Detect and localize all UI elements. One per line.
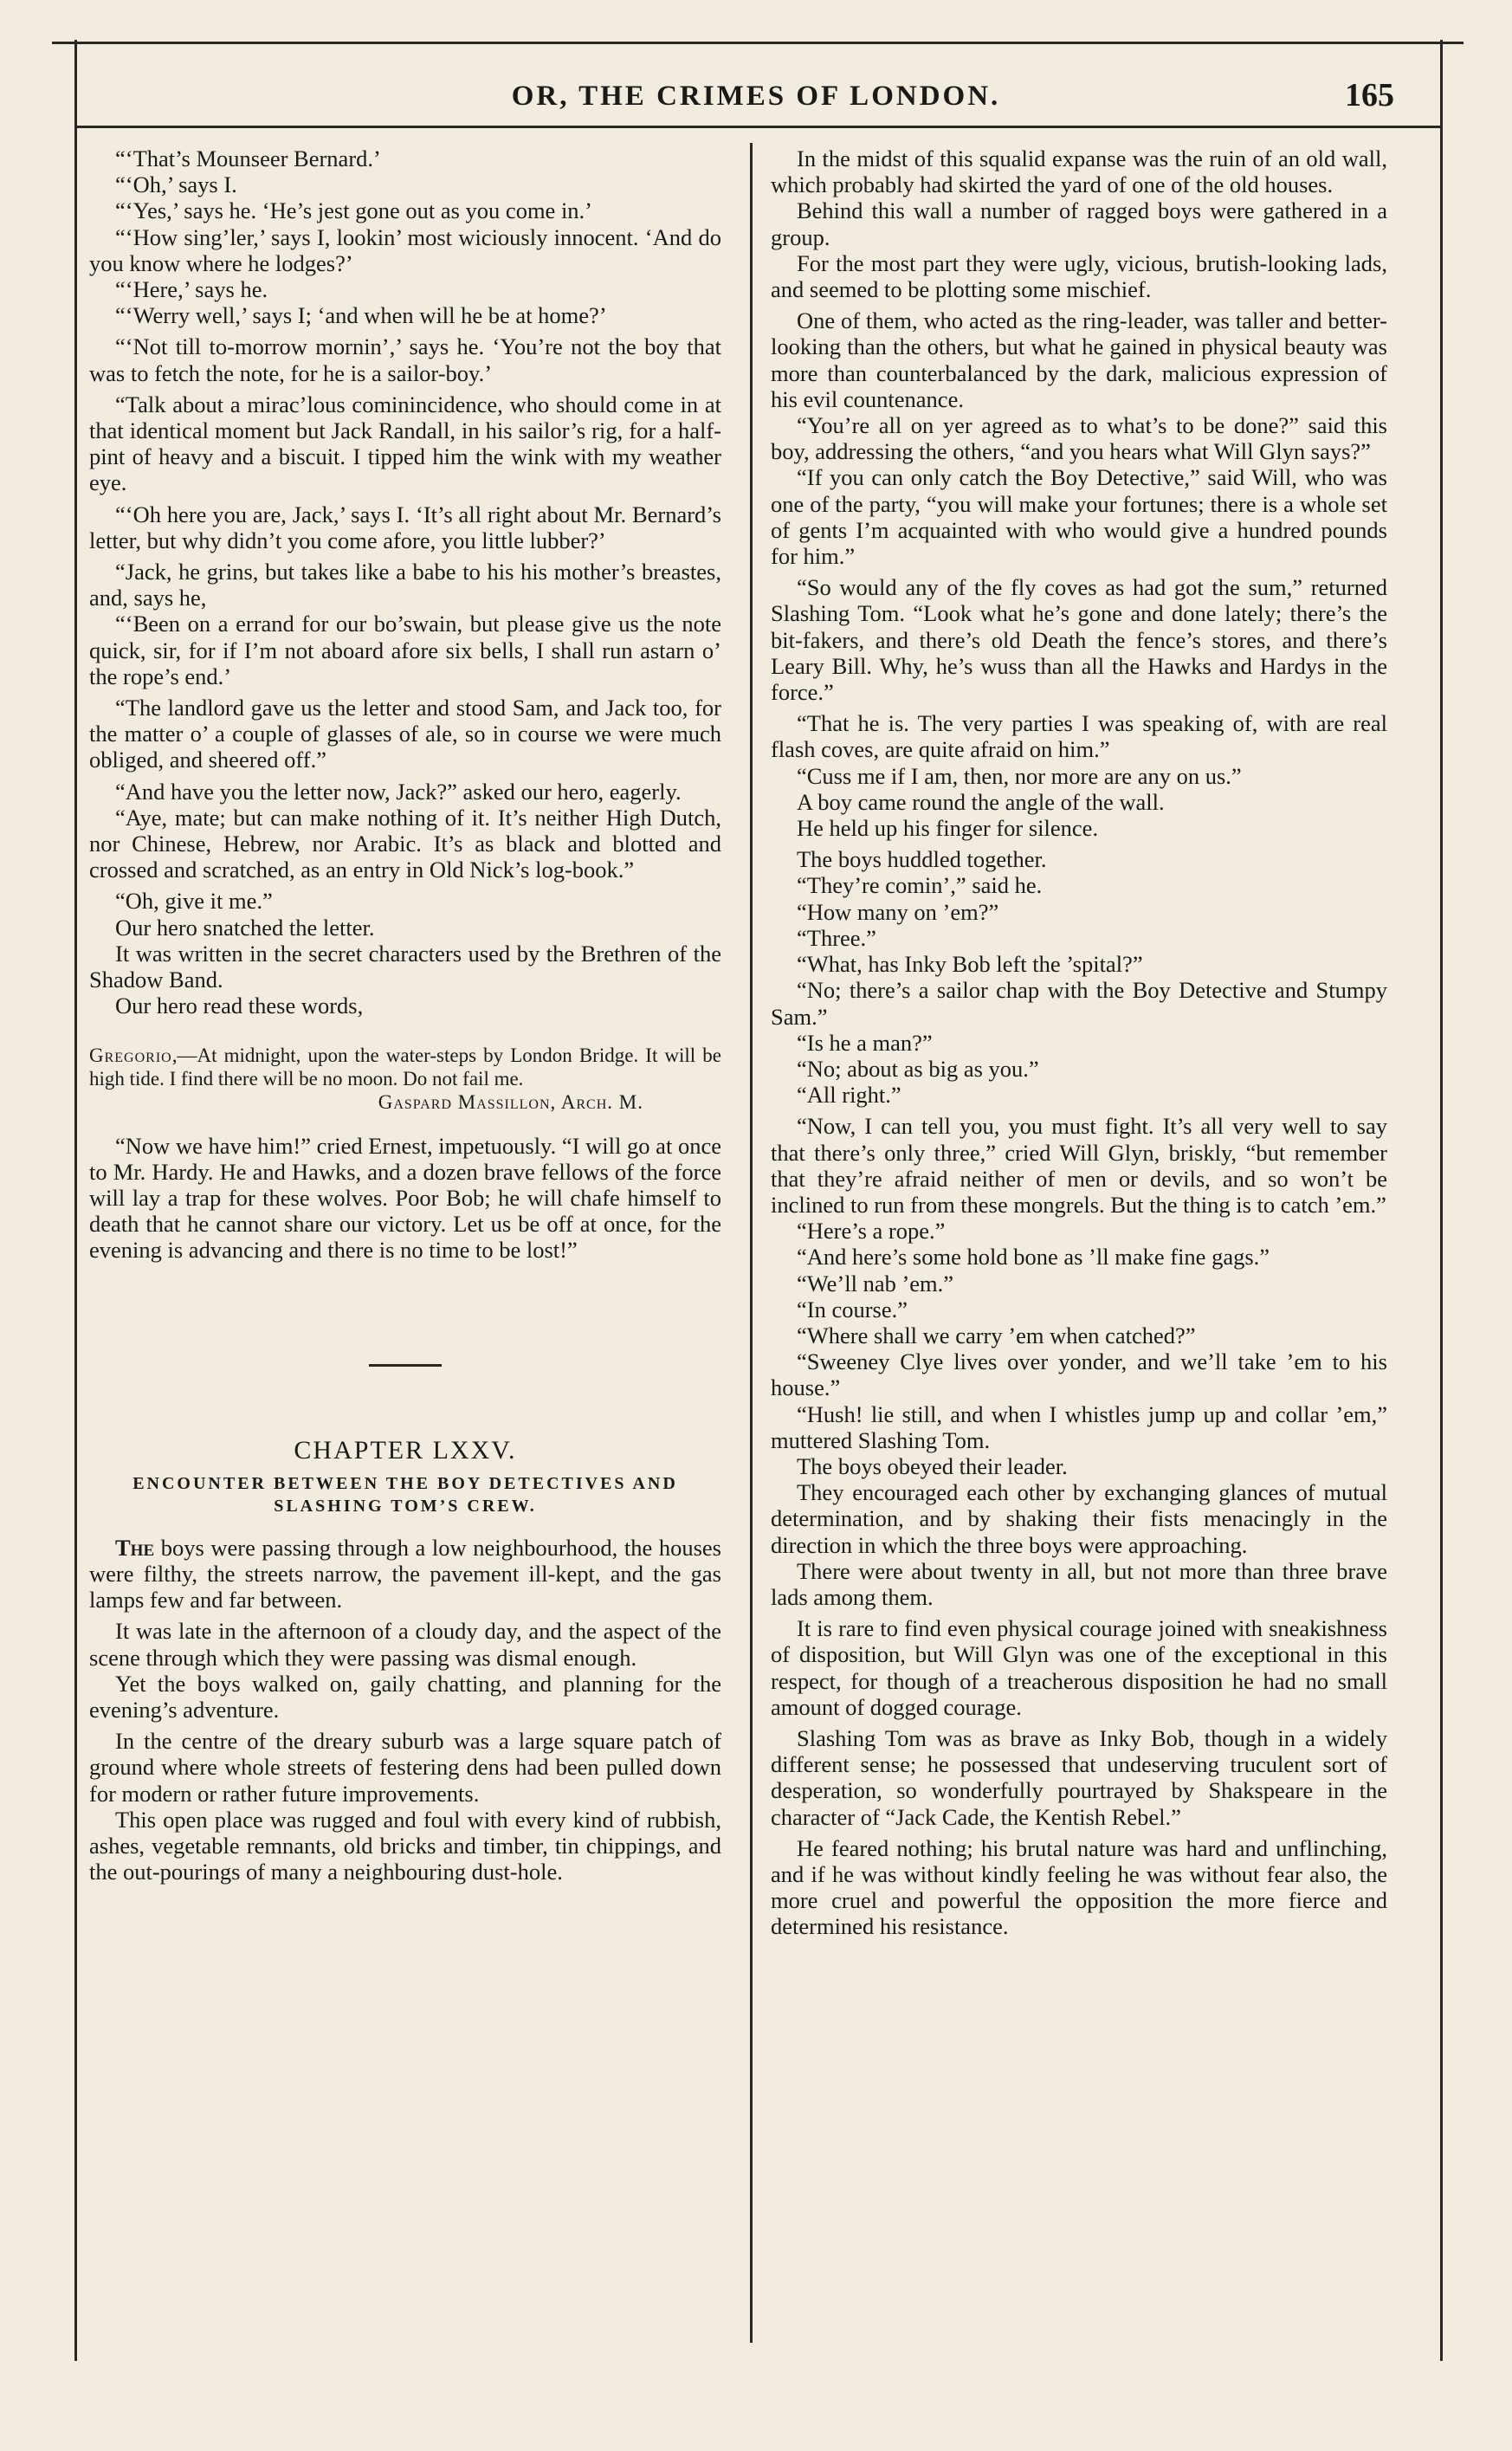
paragraph: “‘Not till to-morrow mornin’,’ says he. ‘You’re not the boy that was to fetch the note, for he is a sailor-boy.’ bbox=[89, 333, 721, 386]
paragraph: “You’re all on yer agreed as to what’s to be done?” said this boy, addressing the others, “and you hears what Will Glyn says?” bbox=[771, 412, 1387, 465]
paragraph: “No; about as big as you.” bbox=[797, 1055, 1039, 1082]
paragraph: “Talk about a mirac’lous cominincidence, who should come in at that identical moment but Jack Randall, in his sailor’s rig, for a half-pint of heavy and a biscuit. I tipped him the wink with my weather eye. bbox=[89, 391, 721, 496]
paragraph: “Here’s a rope.” bbox=[797, 1218, 946, 1245]
paragraph: “And have you the letter now, Jack?” asked our hero, eagerly. bbox=[115, 778, 682, 805]
paragraph: “‘That’s Mounseer Bernard.’ bbox=[115, 146, 381, 171]
paragraph: One of them, who acted as the ring-leader, was taller and better-looking than the others, but what he gained in physical beauty was more than counterbalanced by the dark, malicious expression of his evil countenance. bbox=[771, 307, 1387, 412]
left-column bbox=[89, 146, 721, 1885]
paragraph: “‘Yes,’ says he. ‘He’s jest gone out as you come in.’ bbox=[115, 197, 593, 224]
letter-signature: Gaspard Massillon, Arch. M. bbox=[378, 1090, 643, 1113]
paragraph: They encouraged each other by exchanging glances of mutual determination, and by shaking their fists menacingly in the direction in which the three boys were approaching. bbox=[771, 1479, 1387, 1558]
paragraph: Slashing Tom was as brave as Inky Bob, though in a widely different sense; he possessed that undeserving truculent sort of desperation, so wonderfully pourtrayed by Shakspeare in the character of “Jack Cade, the Kentish Rebel.” bbox=[771, 1724, 1387, 1830]
column-divider bbox=[750, 143, 753, 2343]
left-paragraphs-before-letter bbox=[89, 146, 721, 1019]
paragraph: Our hero snatched the letter. bbox=[115, 914, 375, 941]
paragraph: “No; there’s a sailor chap with the Boy Detective and Stumpy Sam.” bbox=[771, 977, 1387, 1030]
paragraph: “‘Oh here you are, Jack,’ says I. ‘It’s all right about Mr. Bernard’s letter, but why didn’t you come afore, you little lubber?’ bbox=[89, 501, 721, 553]
chapter-first-paragraph-text: boys were passing through a low neighbourhood, the houses were filthy, the streets narrow, the pavement ill-kept, and the gas lamps few and far between. bbox=[89, 1534, 721, 1614]
paragraph: Yet the boys walked on, gaily chatting, and planning for the evening’s adventure. bbox=[89, 1670, 721, 1723]
paragraph: “In course.” bbox=[797, 1296, 908, 1323]
paragraph: “They’re comin’,” said he. bbox=[797, 872, 1043, 899]
paragraph: “How many on ’em?” bbox=[797, 898, 999, 925]
paragraph: “That he is. The very parties I was speaking of, with are real flash coves, are quite afraid on him.” bbox=[771, 710, 1387, 763]
paragraph: Behind this wall a number of ragged boys were gathered in a group. bbox=[771, 197, 1387, 250]
paragraph: Our hero read these words, bbox=[115, 993, 364, 1019]
paragraph: In the midst of this squalid expanse was the ruin of an old wall, which probably had skirted the yard of one of the old houses. bbox=[771, 146, 1387, 198]
paragraph: “So would any of the fly coves as had got the sum,” returned Slashing Tom. “Look what he’s gone and done lately; there’s the bit-fakers, and there’s old Death the fence’s stores, and there’s Leary Bill. Why, he’s wuss than all the Hawks and Hardys in the force.” bbox=[771, 574, 1387, 706]
paragraph: “Oh, give it me.” bbox=[115, 888, 273, 915]
left-paragraphs-after-letter bbox=[89, 1133, 721, 1264]
chapter-subtitle: ENCOUNTER BETWEEN THE BOY DETECTIVES AND SLASHING TOM’S CREW. bbox=[132, 1473, 678, 1516]
paragraph: This open place was rugged and foul with every kind of rubbish, ashes, vegetable remnants, old bricks and timber, tin chippings, and the out-pourings of many a neighbouring dust-hole. bbox=[89, 1806, 721, 1885]
chapter-separator-rule bbox=[369, 1364, 442, 1367]
paragraph: “Where shall we carry ’em when catched?” bbox=[797, 1322, 1196, 1348]
paragraph: It is rare to find even physical courage joined with sneakishness of disposition, but Will Glyn was one of the exceptional in this respect, for though of a treacherous disposition he had no small amount of dogged courage. bbox=[771, 1615, 1387, 1720]
letter-addressee: Gregorio bbox=[89, 1044, 172, 1066]
paragraph: “If you can only catch the Boy Detective,” said Will, who was one of the party, “you will make your fortunes; there is a whole set of gents I’m acquainted with who would give a hundred pounds for him.” bbox=[771, 464, 1387, 570]
paragraph: “What, has Inky Bob left the ’spital?” bbox=[797, 951, 1143, 978]
chapter-paragraphs bbox=[89, 1618, 721, 1885]
paragraph: He held up his finger for silence. bbox=[797, 815, 1099, 842]
paragraph: The boys huddled together. bbox=[797, 846, 1047, 873]
paragraph: “All right.” bbox=[797, 1082, 901, 1109]
paragraph: “‘Here,’ says he. bbox=[115, 276, 268, 303]
paragraph: “‘Oh,’ says I. bbox=[115, 171, 237, 198]
paragraph: There were about twenty in all, but not more than three brave lads among them. bbox=[771, 1557, 1387, 1610]
chapter-title: CHAPTER LXXV. bbox=[294, 1435, 517, 1465]
paragraph: “Aye, mate; but can make nothing of it. It’s neither High Dutch, nor Chinese, Hebrew, nor Arabic. It’s as black and blotted and crossed and scratched, as an entry in Old Nick’s log-book.” bbox=[89, 804, 721, 883]
right-column bbox=[771, 146, 1387, 1940]
paragraph: “The landlord gave us the letter and stood Sam, and Jack too, for the matter o’ a couple of glasses of ale, so in course we were much obliged, and sheered off.” bbox=[89, 695, 721, 773]
paragraph: “And here’s some hold bone as ’ll make fine gags.” bbox=[797, 1244, 1270, 1271]
cipher-letter bbox=[89, 1044, 721, 1114]
chapter-first-word: The bbox=[115, 1534, 155, 1561]
paragraph: The boys obeyed their leader. bbox=[797, 1452, 1068, 1479]
paragraph: “We’ll nab ’em.” bbox=[797, 1270, 954, 1297]
letter-text: ,—At midnight, upon the water-steps by London Bridge. It will be high tide. I find there will be no moon. Do not fail me. bbox=[89, 1044, 721, 1090]
paragraph: “‘Werry well,’ says I; ‘and when will he be at home?’ bbox=[115, 302, 607, 329]
header-rule bbox=[74, 126, 1440, 128]
paragraph: “Now we have him!” cried Ernest, impetuously. “I will go at once to Mr. Hardy. He and Hawks, and a dozen brave fellows of the force will lay a trap for these wolves. Poor Bob; he will chafe himself to death that he cannot share our victory. Let us be off at once, for the evening is advancing and there is no time to be lost!” bbox=[89, 1132, 721, 1264]
paragraph: It was written in the secret characters used by the Brethren of the Shadow Band. bbox=[89, 940, 721, 993]
paragraph: “‘Been on a errand for our bo’swain, but please give us the note quick, sir, for if I’m not aboard afore six bells, I shall run astarn o’ the rope’s end.’ bbox=[89, 611, 721, 689]
paragraph: For the most part they were ugly, vicious, brutish-looking lads, and seemed to be plotting some mischief. bbox=[771, 249, 1387, 303]
paragraph: “Is he a man?” bbox=[797, 1029, 933, 1056]
paragraph: He feared nothing; his brutal nature was hard and unflinching, and if he was without kindly feeling he was without fear also, the more cruel and powerful the opposition the more fierce and determined his resistance. bbox=[771, 1834, 1387, 1940]
paragraph: It was late in the afternoon of a cloudy day, and the aspect of the scene through which they were passing was dismal enough. bbox=[89, 1618, 721, 1671]
paragraph: “‘How sing’ler,’ says I, lookin’ most wiciously innocent. ‘And do you know where he lodges?’ bbox=[89, 223, 721, 276]
paragraph: “Three.” bbox=[797, 924, 876, 951]
running-head: OR, THE CRIMES OF LONDON. bbox=[511, 81, 1001, 112]
paragraph: “Cuss me if I am, then, nor more are any on us.” bbox=[797, 762, 1242, 789]
paragraph: In the centre of the dreary suburb was a large square patch of ground where whole streets of festering dens had been pulled down for modern or rather future improvements. bbox=[89, 1728, 721, 1807]
paragraph: A boy came round the angle of the wall. bbox=[797, 788, 1165, 815]
page-number: 165 bbox=[1345, 77, 1394, 113]
chapter-first-paragraph bbox=[89, 1535, 721, 1614]
letter-body bbox=[89, 1044, 721, 1090]
paragraph: “Now, I can tell you, you must fight. It’s all very well to say that there’s only three,” cried Will Glyn, briskly, “but remember that they’re afraid neither of men or devils, and so won’t be inclined to run from these mongrels. But the thing is to catch ’em.” bbox=[771, 1113, 1387, 1218]
paragraph: “Hush! lie still, and when I whistles jump up and collar ’em,” muttered Slashing Tom. bbox=[771, 1400, 1387, 1453]
paragraph: “Sweeney Clye lives over yonder, and we’ll take ’em to his house.” bbox=[771, 1348, 1387, 1401]
paragraph: “Jack, he grins, but takes like a babe to his his mother’s breastes, and, says he, bbox=[89, 559, 721, 611]
right-paragraphs bbox=[771, 146, 1387, 1940]
